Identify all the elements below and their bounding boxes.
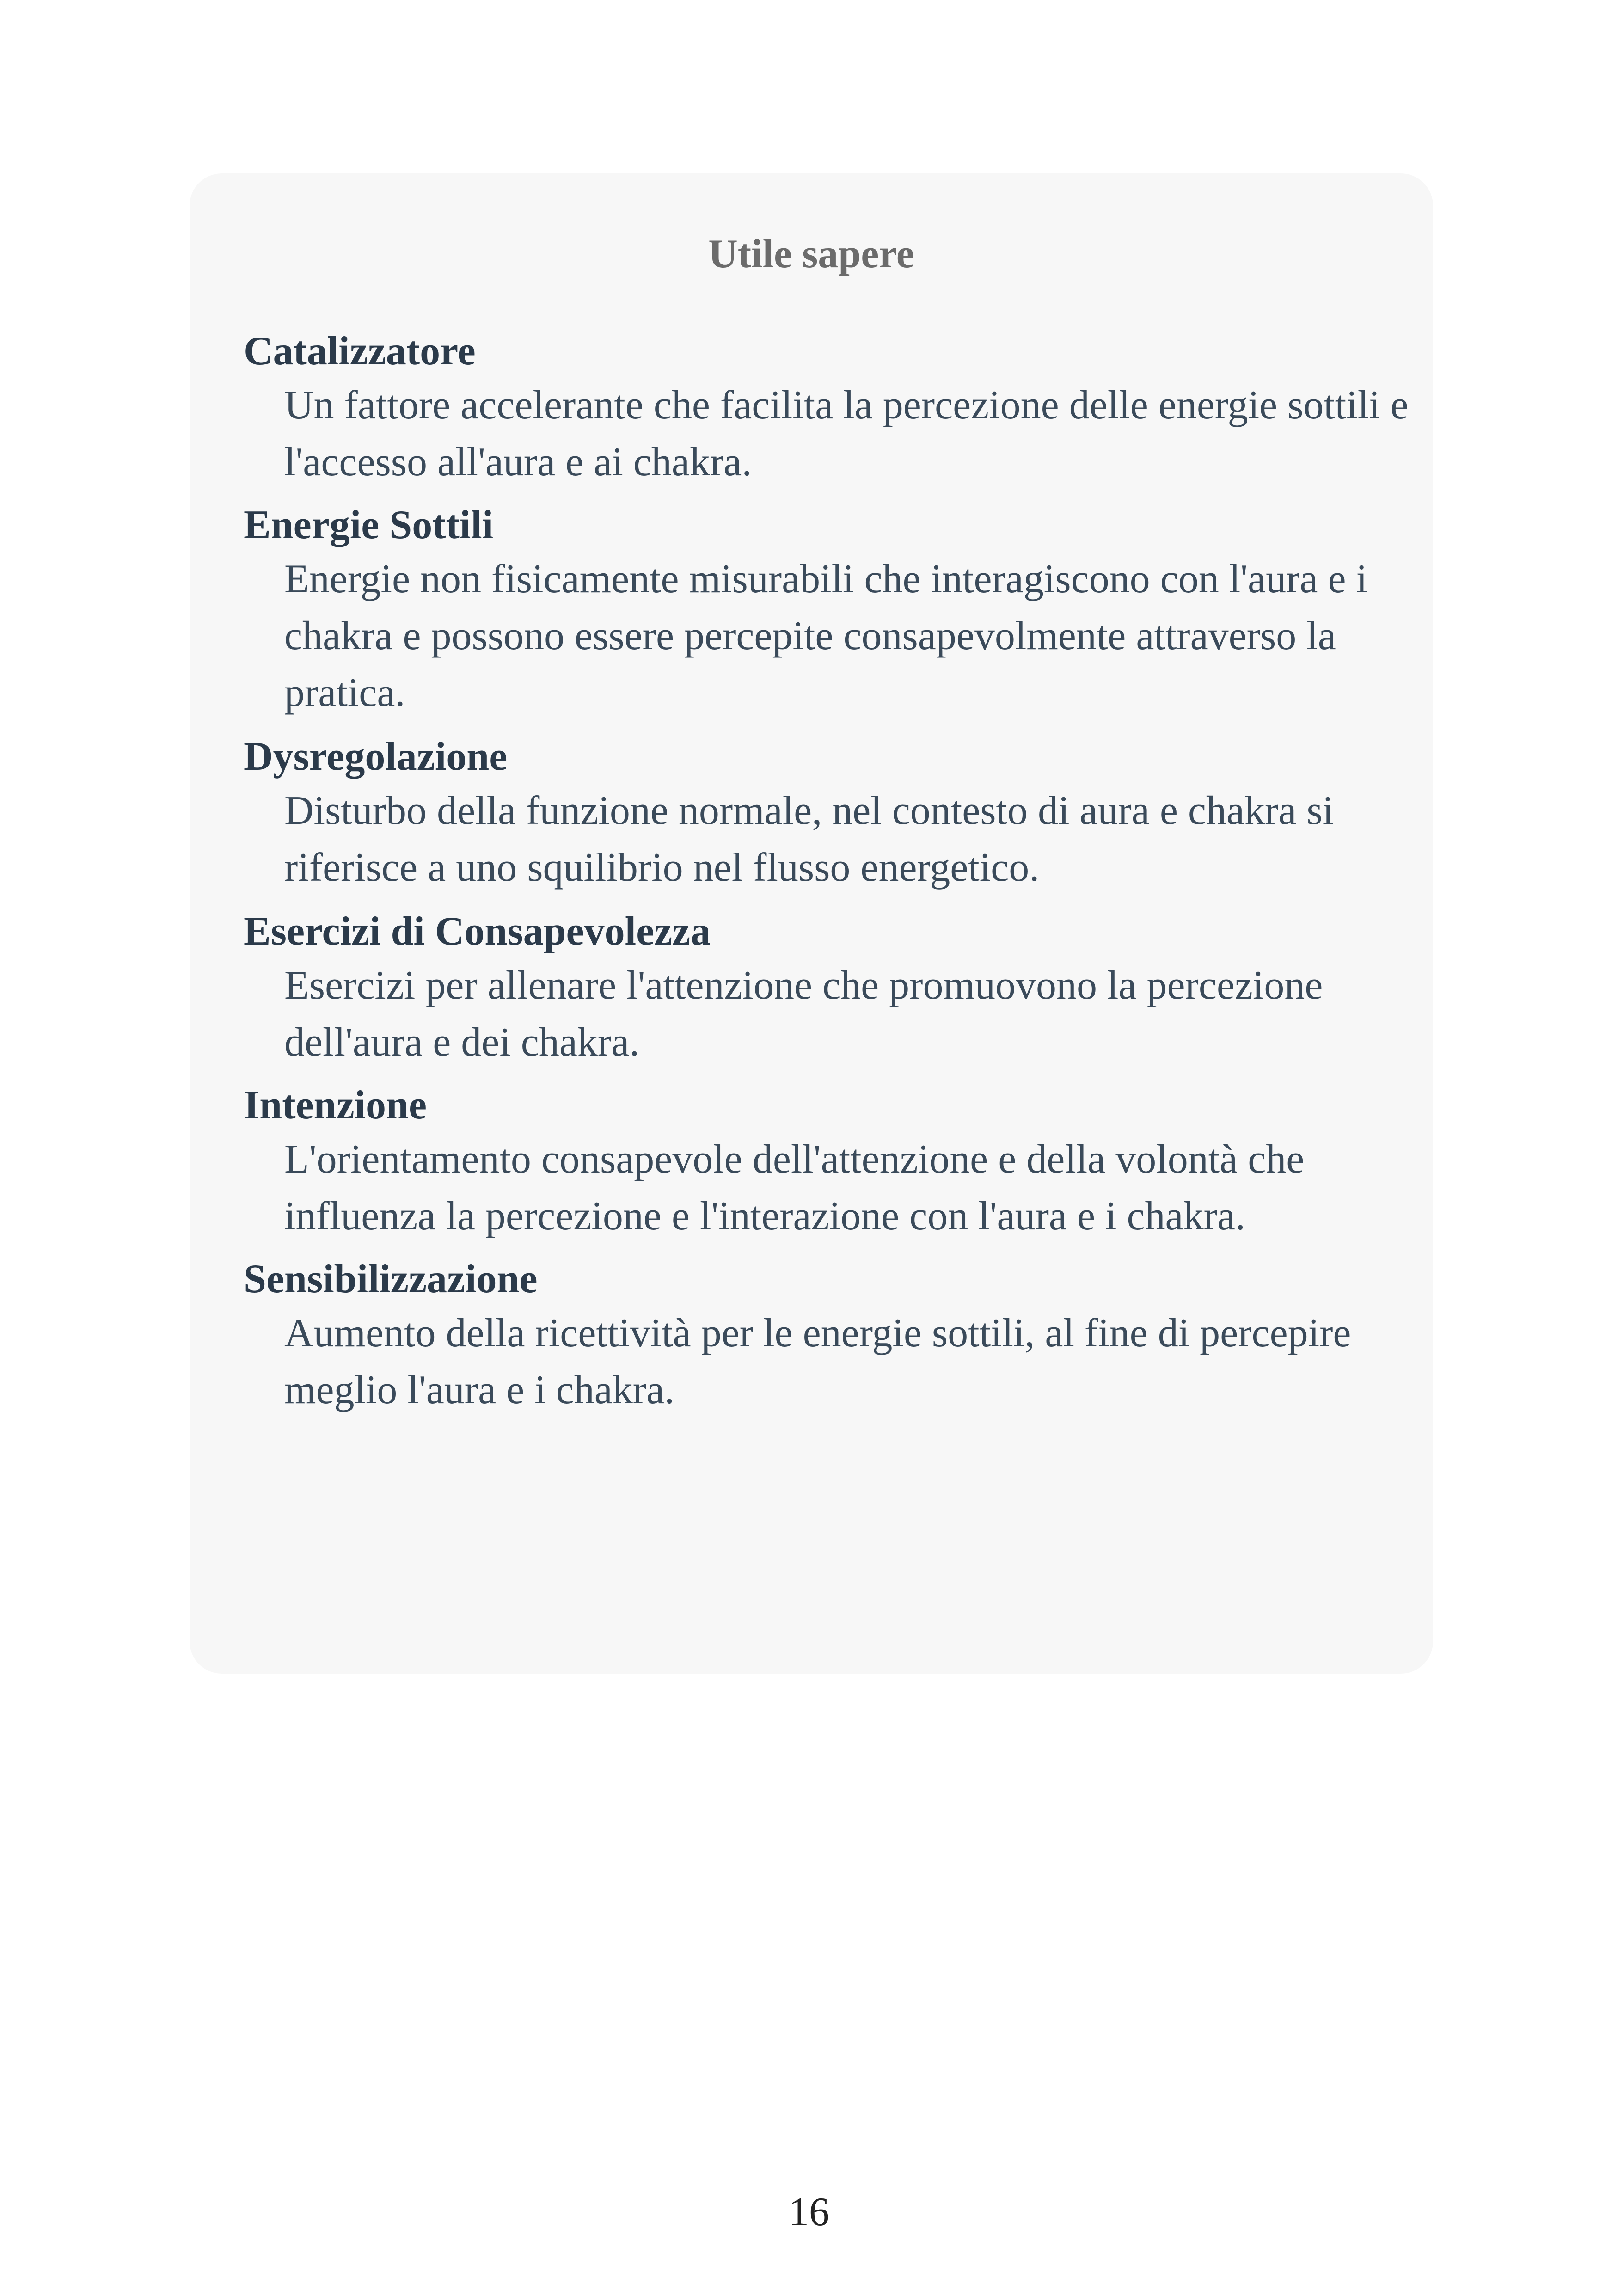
glossary-term: Esercizi di Consapevolezza [244, 909, 711, 954]
glossary-term: Intenzione [244, 1083, 427, 1128]
glossary-term: Dysregolazione [244, 734, 508, 779]
glossary-box [190, 173, 1433, 1674]
glossary-entry [244, 731, 1409, 896]
glossary-term: Catalizzatore [244, 329, 476, 374]
glossary-title: Utile sapere [708, 232, 914, 276]
glossary-entry [244, 1080, 1409, 1245]
glossary-definition: Disturbo della funzione normale, nel contesto di aura e chakra si riferisce a uno squilibrio nel flusso energetico. [284, 788, 1334, 890]
glossary-entry [244, 326, 1409, 491]
glossary-term: Sensibilizzazione [244, 1257, 538, 1301]
glossary-definition: Esercizi per allenare l'attenzione che promuovono la percezione dell'aura e dei chakra. [284, 963, 1323, 1065]
glossary-entry [244, 1254, 1409, 1418]
glossary-term: Energie Sottili [244, 503, 494, 547]
glossary-entry [244, 500, 1409, 721]
glossary-definition: L'orientamento consapevole dell'attenzione e della volontà che influenza la percezione e l'interazione con l'aura e i chakra. [284, 1137, 1305, 1239]
glossary-definition: Un fattore accelerante che facilita la percezione delle energie sottili e l'accesso all'aura e ai chakra. [284, 383, 1409, 485]
glossary-definition: Aumento della ricettività per le energie sottili, al fine di percepire meglio l'aura e i chakra. [284, 1311, 1351, 1412]
glossary-entries [244, 326, 1409, 1418]
glossary-definition: Energie non fisicamente misurabili che interagiscono con l'aura e i chakra e possono essere percepite consapevolmente attraverso la pratica. [284, 557, 1367, 715]
glossary-entry [244, 906, 1409, 1071]
page-number: 16 [789, 2190, 829, 2235]
